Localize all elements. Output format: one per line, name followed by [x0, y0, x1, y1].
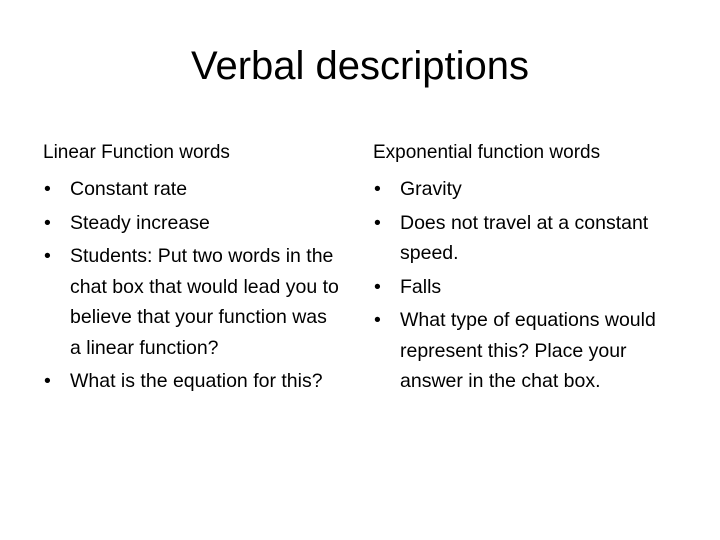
list-item-text: Steady increase [70, 211, 210, 234]
list-item [43, 366, 343, 397]
list-item [373, 208, 693, 269]
slide-title: Verbal descriptions [191, 44, 529, 88]
linear-column [43, 140, 343, 400]
list-item-text: What is the equation for this? [70, 370, 323, 392]
exponential-heading: Exponential function words [373, 142, 601, 163]
bullet-icon: • [44, 211, 51, 234]
linear-bullet-list [43, 174, 343, 397]
bullet-icon: • [374, 178, 381, 200]
list-item [373, 305, 693, 397]
bullet-icon: • [44, 370, 51, 392]
list-item-text: Does not travel at a constant speed. [400, 211, 649, 264]
exponential-column [373, 140, 693, 400]
list-item [373, 272, 693, 303]
list-item-text: Students: Put two words in the chat box that would lead you to believe that your function was a linear function? [70, 245, 339, 359]
list-item-text: Constant rate [70, 178, 188, 200]
bullet-icon: • [44, 178, 51, 200]
list-item-text: Gravity [400, 178, 462, 200]
bullet-icon: • [374, 275, 381, 298]
bullet-icon: • [374, 309, 381, 331]
list-item [43, 208, 343, 239]
list-item [373, 174, 693, 205]
list-item [43, 174, 343, 205]
list-item [43, 241, 343, 363]
linear-heading: Linear Function words [43, 142, 230, 163]
list-item-text: What type of equations would represent this? Place your answer in the chat box. [400, 309, 656, 392]
bullet-icon: • [44, 245, 51, 267]
bullet-icon: • [374, 211, 381, 234]
list-item-text: Falls [400, 275, 442, 298]
exponential-bullet-list [373, 174, 693, 397]
